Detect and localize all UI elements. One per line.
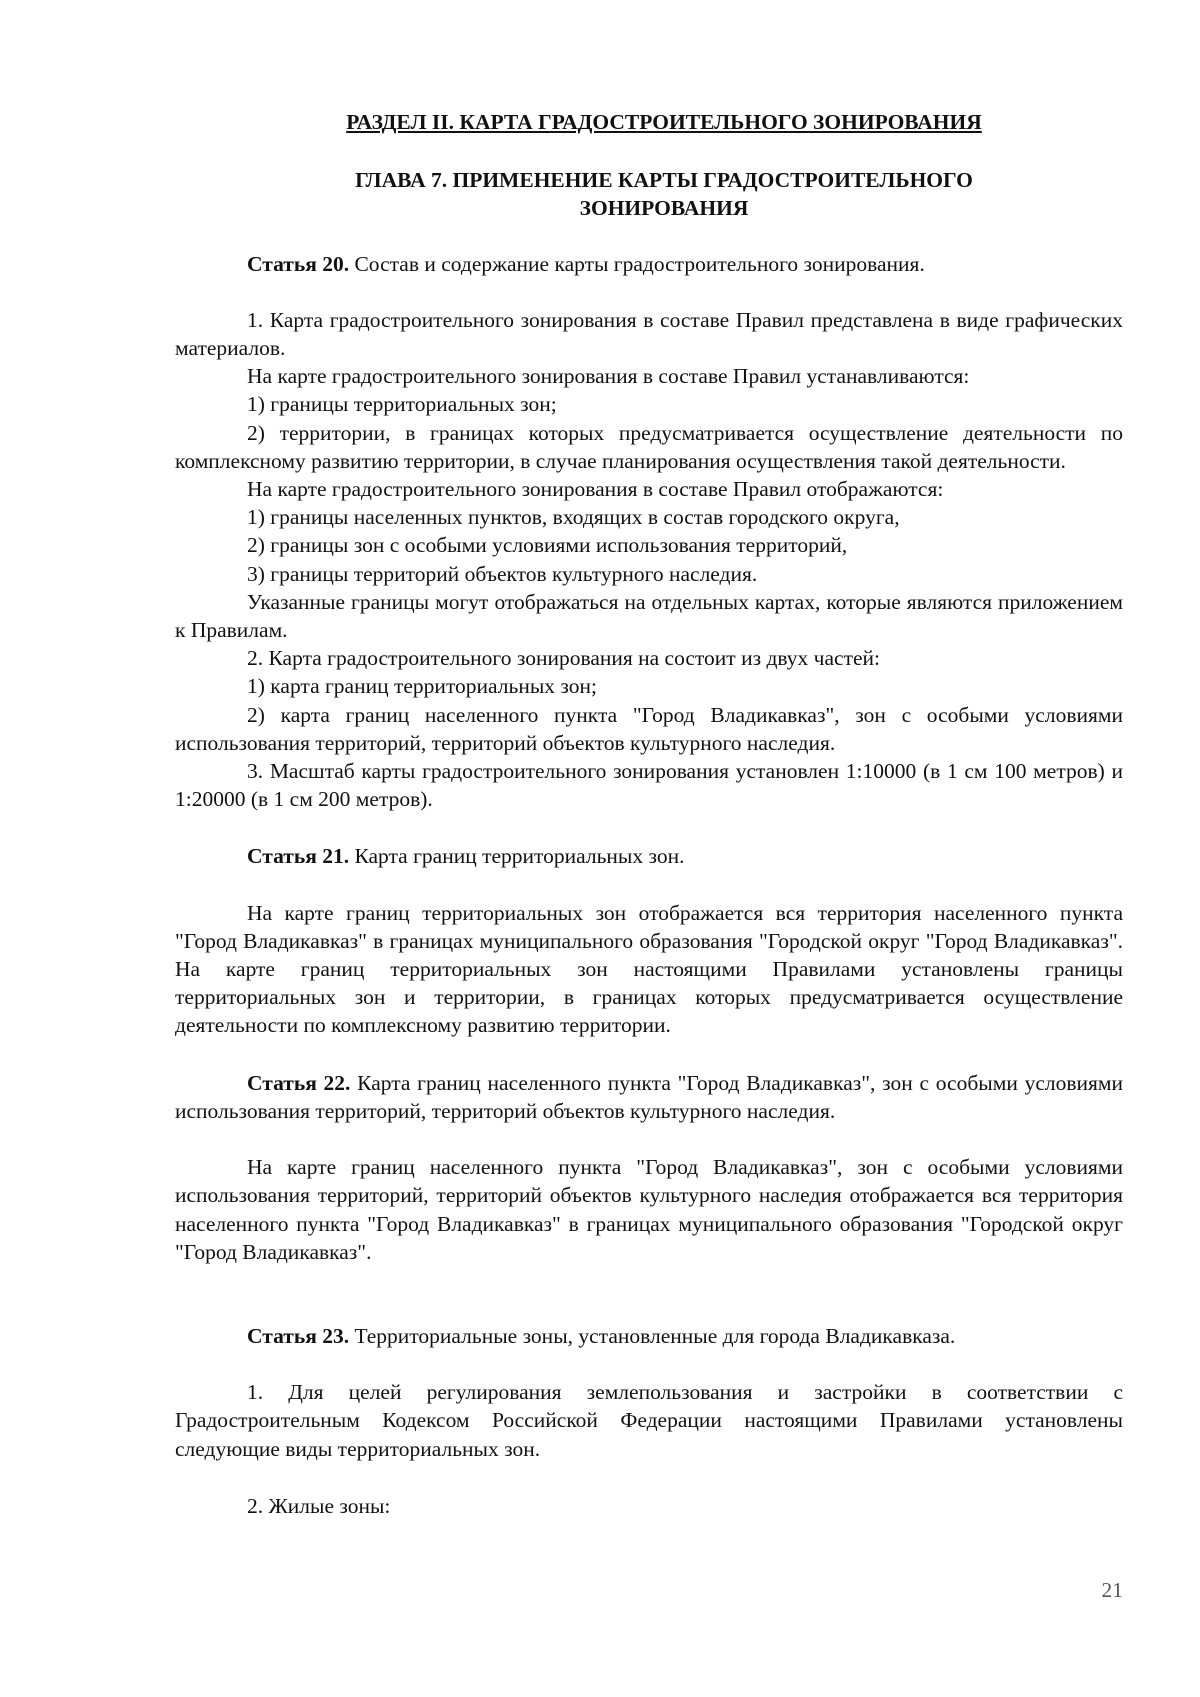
chapter-title	[175, 166, 1123, 222]
article-22-paragraph: На карте границ населенного пункта "Город Владикавказ", зон с особыми условиями использования территорий, территорий объектов культурного наследия отображается вся территория населенного пункта "Город Владикавказ" в границах муниципального образования "Городской округ "Город Владикавказ".	[175, 1155, 1123, 1264]
article-21-heading	[175, 842, 1123, 870]
chapter-title-line-1: ГЛАВА 7. ПРИМЕНЕНИЕ КАРТЫ ГРАДОСТРОИТЕЛЬНОГО	[355, 168, 973, 193]
article-20-paragraph-2: На карте градостроительного зонирования в составе Правил устанавливаются:	[247, 364, 970, 389]
chapter-title-line-2: ЗОНИРОВАНИЯ	[579, 196, 749, 221]
article-22-title: Карта границ населенного пункта "Город Владикавказ", зон с особыми условиями использования территорий, территорий объектов культурного наследия.	[175, 1070, 1123, 1123]
article-20-paragraph-5: На карте градостроительного зонирования в составе Правил отображаются:	[247, 477, 944, 502]
article-20-paragraph-1: 1. Карта градостроительного зонирования в составе Правил представлена в виде графических материалов.	[175, 307, 1123, 361]
page-number: 21	[1101, 1578, 1123, 1602]
article-21-title: Карта границ территориальных зон.	[349, 844, 685, 869]
article-20-paragraph-4: 2) территории, в границах которых предусматривается осуществление деятельности по комплексному развитию территории, в случае планирования осуществления такой деятельности.	[175, 420, 1123, 473]
article-23-paragraph-2: 2. Жилые зоны:	[247, 1493, 391, 1518]
article-21-label: Статья 21.	[247, 844, 350, 869]
article-20-paragraph-10: 2. Карта градостроительного зонирования на состоит из двух частей:	[247, 646, 880, 671]
article-23-title: Территориальные зоны, установленные для города Владикавказа.	[349, 1323, 956, 1348]
article-20-paragraph-3: 1) границы территориальных зон;	[247, 392, 557, 417]
article-20-paragraph-12: 2) карта границ населенного пункта "Город Владикавказ", зон с особыми условиями использования территорий, территорий объектов культурного наследия.	[175, 702, 1123, 755]
article-20-paragraph-13: 3. Масштаб карты градостроительного зонирования установлен 1:10000 (в 1 см 100 метров) и 1:20000 (в 1 см 200 метров).	[175, 759, 1123, 812]
article-23-label: Статья 23.	[247, 1323, 350, 1348]
article-23-heading	[175, 1322, 1123, 1350]
article-20-paragraph-6: 1) границы населенных пунктов, входящих в состав городского округа,	[247, 505, 900, 530]
article-22-label: Статья 22.	[247, 1070, 351, 1095]
article-20-paragraph-9: Указанные границы могут отображаться на отдельных картах, которые являются приложением к Правилам.	[175, 589, 1123, 643]
article-20-paragraph-11: 1) карта границ территориальных зон;	[247, 674, 597, 699]
article-20-paragraph-7: 2) границы зон с особыми условиями использования территорий,	[247, 533, 848, 558]
article-20-heading	[175, 250, 1123, 278]
section-title: РАЗДЕЛ II. КАРТА ГРАДОСТРОИТЕЛЬНОГО ЗОНИРОВАНИЯ	[346, 110, 982, 134]
article-23-paragraph-1: 1. Для целей регулирования землепользования и застройки в соответствии с Градостроительным Кодексом Российской Федерации настоящими Правилами установлены следующие виды территориальных зон.	[175, 1380, 1123, 1461]
article-20-paragraph-8: 3) границы территорий объектов культурного наследия.	[247, 561, 758, 586]
article-22-heading	[175, 1069, 1123, 1125]
article-20-title: Состав и содержание карты градостроительного зонирования.	[349, 251, 925, 276]
article-20-label: Статья 20.	[247, 251, 350, 276]
document-page	[175, 108, 1123, 1520]
article-21-paragraph: На карте границ территориальных зон отображается вся территория населенного пункта "Город Владикавказ" в границах муниципального образования "Городской округ "Город Владикавказ". На карте границ территориальных зон настоящими Правилами установлены границы территориальных зон и территории, в границах которых предусматривается осуществление деятельности по комплексному развитию территории.	[175, 900, 1123, 1038]
